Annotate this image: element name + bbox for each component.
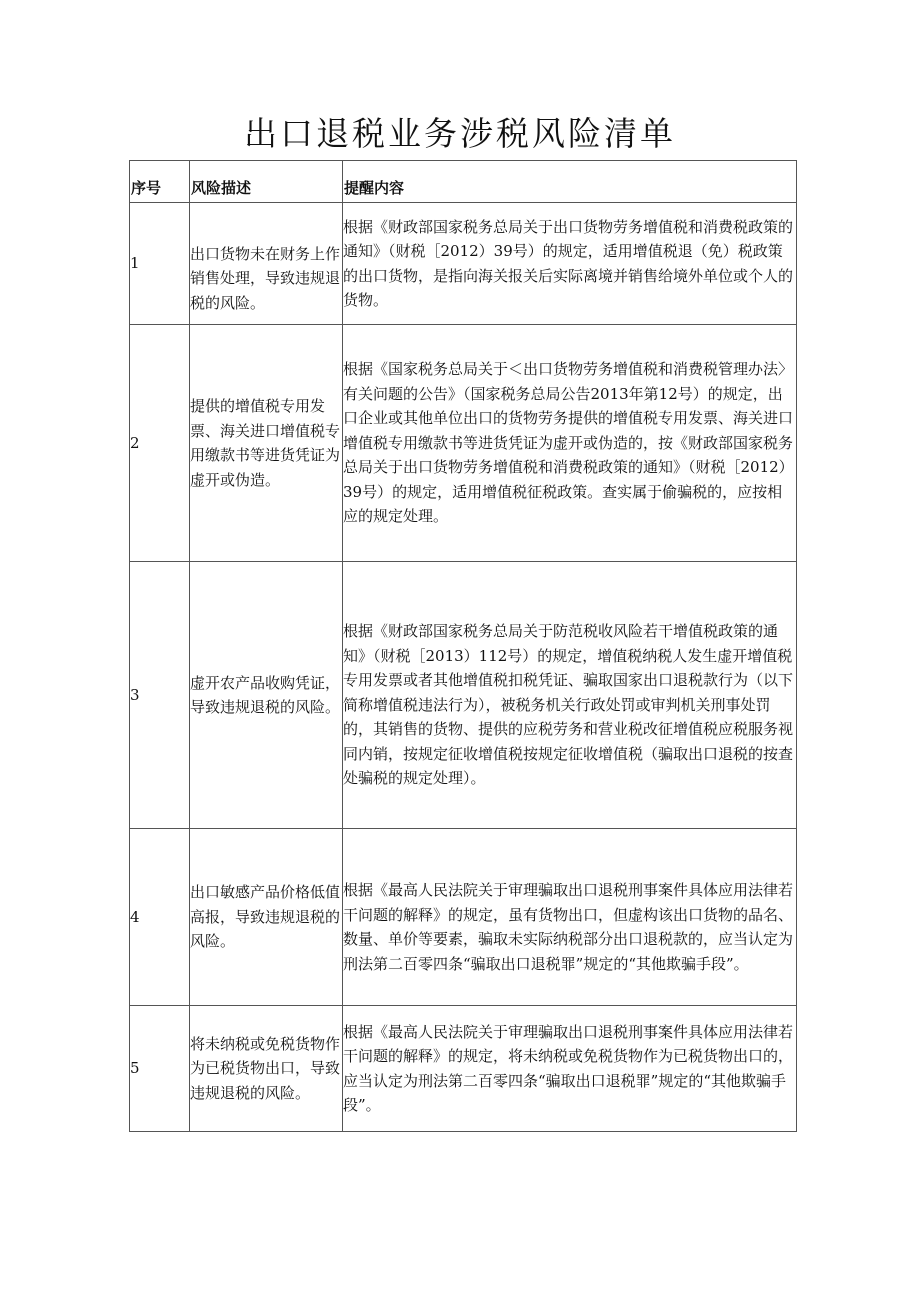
desc-cell xyxy=(190,1006,343,1132)
table-row xyxy=(130,562,797,829)
table-row xyxy=(130,1006,797,1132)
remind-text: 根据《国家税务总局关于＜出口货物劳务增值税和消费税管理办法〉有关问题的公告》（国家税务总局公告2013年第12号）的规定，出口企业或其他单位出口的货物劳务提供的增值税专用发票、海关进口增值税专用缴款书等进货凭证为虚开或伪造的，按《财政部国家税务总局关于出口货物劳务增值税和消费税政策的通知》（财税［2012）39号）的规定，适用增值税征税政策。查实属于偷骗税的，应按相应的规定处理。 xyxy=(343,360,794,526)
desc-text: 出口敏感产品价格低值高报，导致违规退税的风险。 xyxy=(190,883,341,951)
seq-cell: 1 xyxy=(130,203,190,325)
header-remind: 提醒内容 xyxy=(343,161,797,203)
page-title: 出口退税业务涉税风险清单 xyxy=(244,114,676,153)
remind-text: 根据《财政部国家税务总局关于防范税收风险若干增值税政策的通知》（财税［2013）112号）的规定，增值税纳税人发生虚开增值税专用发票或者其他增值税扣税凭证、骗取国家出口退税款行为（以下简称增值税违法行为），被税务机关行政处罚或审判机关刑事处罚的，其销售的货物、提供的应税劳务和营业税改征增值税应税服务视同内销，按规定征收增值税按规定征收增值税（骗取出口退税的按查处骗税的规定处理）。 xyxy=(343,622,794,788)
table-row xyxy=(130,325,797,562)
seq-cell: 5 xyxy=(130,1006,190,1132)
remind-cell xyxy=(343,562,797,829)
remind-cell xyxy=(343,1006,797,1132)
table-row xyxy=(130,203,797,325)
desc-cell xyxy=(190,562,343,829)
remind-cell xyxy=(343,325,797,562)
desc-text: 提供的增值税专用发票、海关进口增值税专用缴款书等进货凭证为虚开或伪造。 xyxy=(190,397,341,489)
desc-cell xyxy=(190,203,343,325)
desc-text: 虚开农产品收购凭证，导致违规退税的风险。 xyxy=(190,673,341,716)
risk-table xyxy=(129,160,797,1132)
remind-text: 根据《最高人民法院关于审理骗取出口退税刑事案件具体应用法律若干问题的解释》的规定，虽有货物出口，但虚构该出口货物的品名、数量、单价等要素，骗取未实际纳税部分出口退税款的，应当认定为刑法第二百零四条“骗取出口退税罪”规定的“其他欺骗手段”。 xyxy=(343,881,794,973)
remind-cell xyxy=(343,829,797,1006)
remind-cell xyxy=(343,203,797,325)
seq-cell: 4 xyxy=(130,829,190,1006)
header-seq: 序号 xyxy=(130,161,190,203)
seq-cell: 3 xyxy=(130,562,190,829)
remind-text: 根据《最高人民法院关于审理骗取出口退税刑事案件具体应用法律若干问题的解释》的规定，将未纳税或免税货物作为已税货物出口的，应当认定为刑法第二百零四条“骗取出口退税罪”规定的“其他欺骗手段”。 xyxy=(343,1022,794,1114)
desc-text: 出口货物未在财务上作销售处理，导致违规退税的风险。 xyxy=(190,244,341,312)
seq-cell: 2 xyxy=(130,325,190,562)
table-row xyxy=(130,829,797,1006)
header-desc: 风险描述 xyxy=(190,161,343,203)
table-header-row xyxy=(130,161,797,203)
desc-cell xyxy=(190,829,343,1006)
desc-text: 将未纳税或免税货物作为已税货物出口，导致违规退税的风险。 xyxy=(190,1034,341,1102)
desc-cell xyxy=(190,325,343,562)
remind-text: 根据《财政部国家税务总局关于出口货物劳务增值税和消费税政策的通知》（财税［2012）39号）的规定，适用增值税退（免）税政策的出口货物，是指向海关报关后实际离境并销售给境外单位或个人的货物。 xyxy=(343,217,794,309)
